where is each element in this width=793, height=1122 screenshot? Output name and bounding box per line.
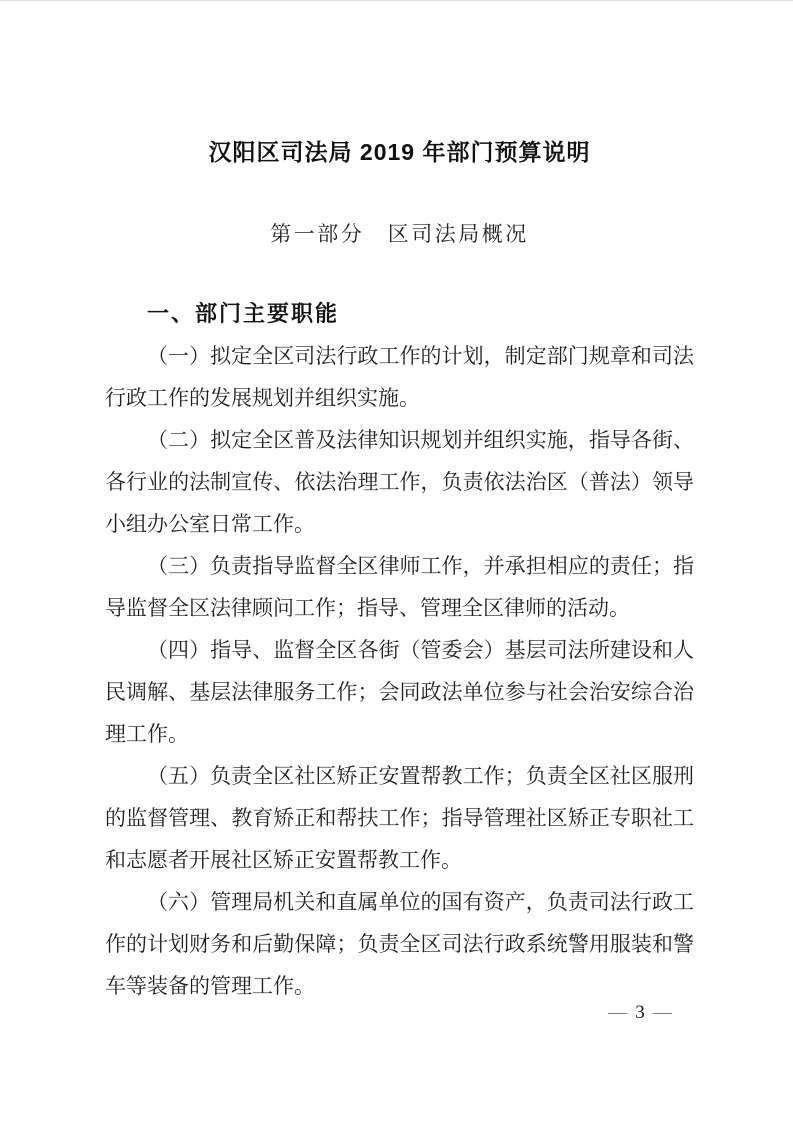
paragraph: （五）负责全区社区矫正安置帮教工作；负责全区社区服刑的监督管理、教育矫正和帮扶工作；指导管理社区矫正专职社工和志愿者开展社区矫正安置帮教工作。 <box>105 764 694 872</box>
paragraph: （二）拟定全区普及法律知识规划并组织实施，指导各街、各行业的法制宣传、依法治理工作，负责依法治区（普法）领导小组办公室日常工作。 <box>105 428 694 536</box>
paragraph: （一）拟定全区司法行政工作的计划，制定部门规章和司法行政工作的发展规划并组织实施。 <box>105 344 694 410</box>
page-number <box>598 1000 682 1026</box>
part-heading: 第一部分 区司法局概况 <box>270 222 529 246</box>
paragraph-list <box>105 335 694 1007</box>
page-number-value: 3 <box>635 1002 645 1023</box>
paragraph: （三）负责指导监督全区律师工作，并承担相应的责任；指导监督全区法律顾问工作；指导、管理全区律师的活动。 <box>105 554 694 620</box>
document-content <box>0 1 793 1007</box>
section-heading: 一、部门主要职能 <box>147 301 340 326</box>
paragraph: （四）指导、监督全区各街（管委会）基层司法所建设和人民调解、基层法律服务工作；会同政法单位参与社会治安综合治理工作。 <box>105 638 694 746</box>
page-number-right-dash: — <box>652 1002 672 1023</box>
page-number-left-dash: — <box>608 1002 628 1023</box>
paragraph: （六）管理局机关和直属单位的国有资产，负责司法行政工作的计划财务和后勤保障；负责全区司法行政系统警用服装和警车等装备的管理工作。 <box>105 890 694 998</box>
document-title: 汉阳区司法局 2019 年部门预算说明 <box>208 139 591 165</box>
